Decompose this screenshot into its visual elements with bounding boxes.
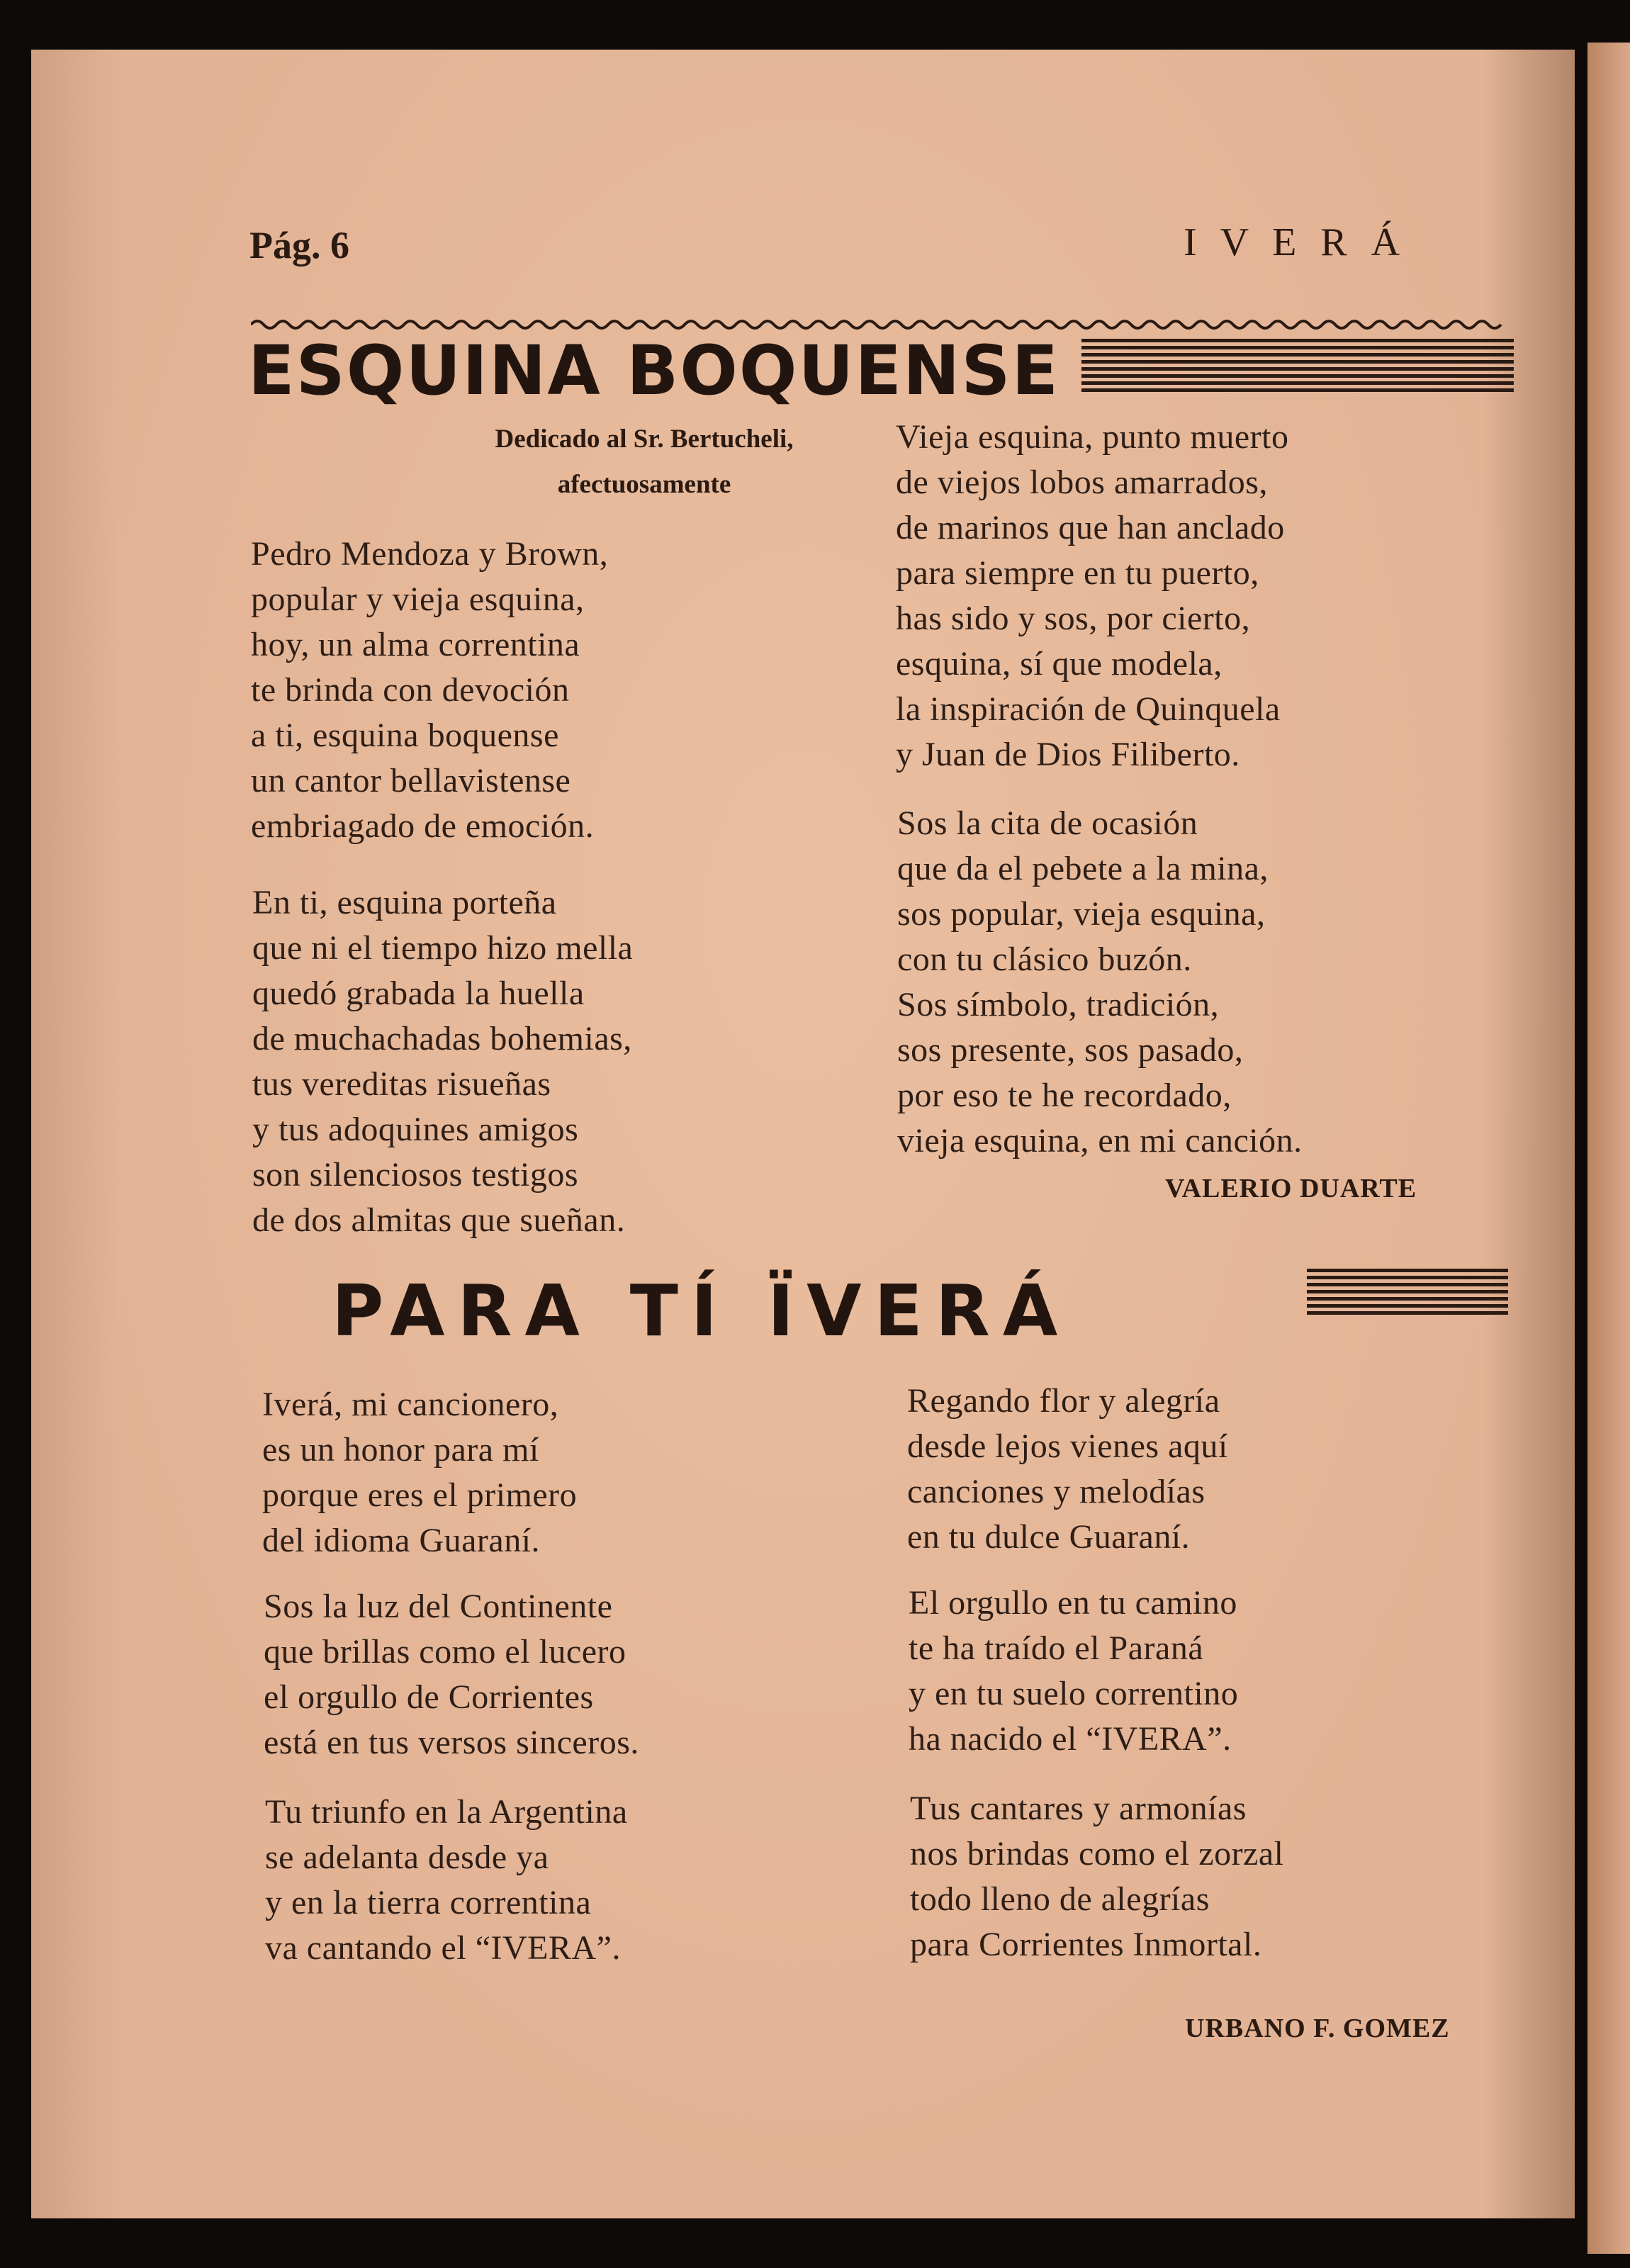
verse-line: te brinda con devoción [251,671,570,709]
verse-line: Sos símbolo, tradición, [897,986,1220,1023]
verse-line: con tu clásico buzón. [897,941,1192,978]
dedication [400,417,889,507]
verse-line: Iverá, mi cancionero, [262,1386,559,1423]
verse-line: de marinos que han anclado [896,509,1285,546]
verse-line: Pedro Mendoza y Brown, [251,535,609,573]
verse-line: que brillas como el lucero [264,1633,626,1671]
verse-line: está en tus versos sinceros. [264,1724,639,1761]
verse-line: Tus cantares y armonías [910,1790,1247,1827]
author-signature: VALERIO DUARTE [1165,1174,1417,1203]
verse-line: En ti, esquina porteña [252,884,557,921]
title-rule-lines [1081,339,1514,395]
verse-line: tus vereditas risueñas [252,1065,551,1103]
verse-line: sos presente, sos pasado, [897,1031,1244,1069]
title-rule-lines [1307,1269,1508,1318]
poem-stanza [897,801,1303,1164]
poem-stanza [910,1786,1284,1967]
verse-line: y en la tierra correntina [265,1884,592,1921]
verse-line: hoy, un alma correntina [251,626,580,663]
poem-stanza [265,1790,628,1971]
verse-line: de muchachadas bohemias, [252,1020,632,1057]
verse-line: te ha traído el Paraná [909,1629,1204,1667]
verse-line: es un honor para mí [262,1431,539,1469]
poem-stanza [251,532,608,849]
poem-stanza [252,880,633,1243]
verse-line: de dos almitas que sueñan. [252,1201,626,1239]
verse-line: que da el pebete a la mina, [897,850,1269,887]
verse-line: Sos la cita de ocasión [897,804,1198,842]
verse-line: en tu dulce Guaraní. [907,1518,1191,1556]
verse-line: todo lleno de alegrías [910,1880,1210,1918]
verse-line: porque eres el primero [262,1476,578,1514]
verse-line: desde lejos vienes aquí [907,1427,1228,1465]
verse-line: del idioma Guaraní. [262,1522,541,1559]
verse-line: ha nacido el “IVERA”. [909,1720,1232,1758]
verse-line: canciones y melodías [907,1473,1205,1510]
page-number: Pág. 6 [249,224,349,266]
verse-line: Regando flor y alegría [907,1382,1220,1420]
verse-line: se adelanta desde ya [265,1838,549,1876]
verse-line: de viejos lobos amarrados, [896,464,1268,501]
verse-line: Tu triunfo en la Argentina [265,1793,628,1831]
poem-stanza [896,415,1288,777]
verse-line: y Juan de Dios Filiberto. [896,736,1240,773]
verse-line: has sido y sos, por cierto, [896,600,1251,637]
verse-line: quedó grabada la huella [252,975,585,1012]
verse-line: El orgullo en tu camino [909,1584,1237,1622]
verse-line: que ni el tiempo hizo mella [252,929,634,967]
verse-line: y tus adoquines amigos [252,1111,579,1148]
verse-line: Vieja esquina, punto muerto [896,418,1289,456]
verse-line: Sos la luz del Continente [264,1588,613,1625]
author-signature: URBANO F. GOMEZ [1185,2014,1450,2043]
verse-line: para siempre en tu puerto, [896,554,1259,592]
verse-line: sos popular, vieja esquina, [897,895,1266,933]
verse-line: va cantando el “IVERA”. [265,1929,621,1967]
magazine-name: I V E R Á [1184,220,1407,264]
verse-line: son silenciosos testigos [252,1156,579,1194]
poem-stanza [909,1581,1238,1762]
verse-line: embriagado de emoción. [251,807,595,845]
poem-stanza [262,1382,577,1564]
verse-line: esquina, sí que modela, [896,645,1222,683]
verse-line: popular y vieja esquina, [251,580,585,618]
verse-line: un cantor bellavistense [251,762,571,799]
verse-line: vieja esquina, en mi canción. [897,1122,1303,1160]
magazine-page [31,50,1575,2218]
header-wavy-rule [251,318,1505,332]
poem-stanza [907,1379,1228,1560]
verse-line: y en tu suelo correntino [909,1675,1239,1712]
adjacent-page-edge [1587,43,1630,2254]
article-title-esquina-boquense: ESQUINA BOQUENSE [248,331,1060,410]
verse-line: nos brindas como el zorzal [910,1835,1284,1873]
verse-line: a ti, esquina boquense [251,717,559,754]
dedication-line: Dedicado al Sr. Bertucheli, [495,425,794,454]
verse-line: el orgullo de Corrientes [264,1678,594,1716]
verse-line: para Corrientes Inmortal. [910,1926,1262,1963]
verse-line: la inspiración de Quinquela [896,690,1281,728]
article-title-para-ti-ivera: PARA TÍ ÏVERÁ [332,1269,1071,1352]
dedication-line: afectuosamente [557,470,731,499]
verse-line: por eso te he recordado, [897,1077,1232,1114]
poem-stanza [264,1584,639,1765]
